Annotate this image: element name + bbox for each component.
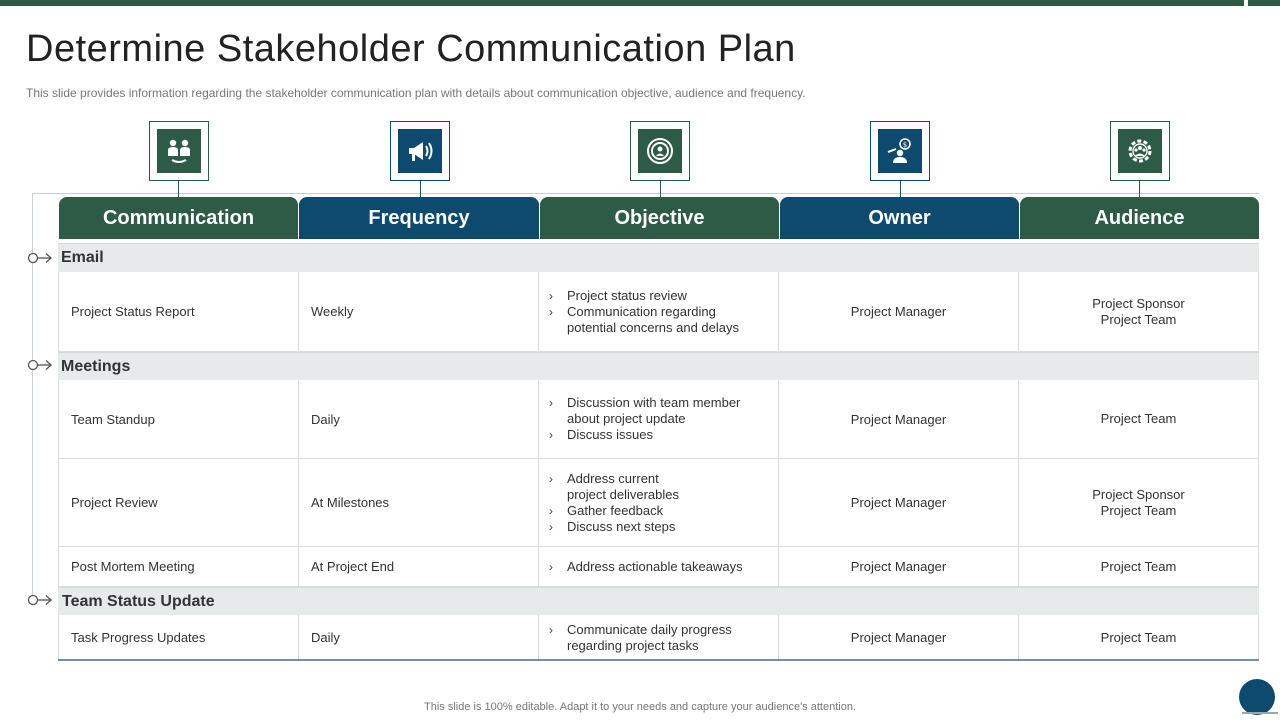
table-row [58,615,1259,660]
audience-line: Project Team [1100,411,1177,426]
header-audience: Audience [1020,197,1259,239]
audience-line: Project Team [1100,629,1177,645]
owner-icon-stem [900,181,901,197]
objective-line: Communicate daily progress [567,621,732,637]
cell-communication: Task Progress Updates [58,615,298,660]
objective-line: Project status review [567,287,687,303]
cell-communication: Post Mortem Meeting [58,547,298,586]
group-team-status-update: Team Status Update [58,587,1259,615]
arrow-circle-icon [27,251,53,265]
cell-frequency: Daily [298,380,538,458]
slide-subtitle: This slide provides information regarding the stakeholder communication plan with details about communication objective, audience and frequency. [26,86,806,100]
frequency-icon-box [390,121,450,181]
cell-frequency: At Milestones [298,459,538,546]
objective-line: Communication regarding [567,303,716,319]
audience-line: Project Team [1100,311,1177,327]
cell-frequency: Daily [298,615,538,660]
svg-text:$: $ [902,141,908,149]
cell-owner: Project Manager [778,615,1018,660]
cell-frequency: Weekly [298,272,538,351]
objective-icon-stem [660,181,661,197]
objective-line: project deliverables [567,486,680,502]
audience-icon-box [1110,121,1170,181]
owner-icon-box [870,121,930,181]
communication-icon-stem [178,181,179,197]
audience-line: Project Sponsor [1092,486,1185,502]
frequency-icon-stem [420,181,421,197]
cell-audience [1018,459,1259,546]
chevron-right-icon: › [549,559,553,574]
slide-footer: This slide is 100% editable. Adapt it to your needs and capture your audience's attention. [424,701,856,713]
cell-owner: Project Manager [778,272,1018,351]
group-meetings: Meetings [58,352,1259,380]
chevron-right-icon: › [549,396,553,410]
megaphone-icon [398,129,442,173]
objective-line: Gather feedback [567,502,664,518]
top-accent-gap [1244,0,1248,6]
header-frequency: Frequency [299,197,539,239]
table-row [58,459,1259,547]
objective-line: Address current [567,470,659,486]
chevron-right-icon: › [549,428,553,442]
owner-coin-icon [878,129,922,173]
chevron-right-icon: › [549,288,553,303]
chevron-right-icon: › [549,622,553,637]
cell-objective [538,459,778,546]
cell-audience [1018,380,1259,458]
cell-objective [538,272,778,351]
table-bottom-border [58,659,1259,661]
objective-line: Discuss next steps [567,518,676,534]
corner-circle-decoration [1239,679,1275,715]
objective-line: Address actionable takeaways [567,558,743,574]
audience-gear-icon [1118,129,1162,173]
cell-audience [1018,547,1259,586]
header-connector-line [32,193,1259,194]
slide-title: Determine Stakeholder Communication Plan [26,28,796,70]
chevron-right-icon: › [549,304,553,319]
header-communication: Communication [59,197,298,239]
objective-line: regarding project tasks [567,637,699,653]
cell-communication: Team Standup [58,380,298,458]
corner-line-decoration [1242,712,1278,714]
header-owner: Owner [780,197,1019,239]
chevron-right-icon: › [549,471,553,486]
people-meeting-icon [157,129,201,173]
audience-line: Project Team [1100,558,1177,574]
audience-line: Project Sponsor [1092,295,1185,311]
cell-objective [538,615,778,660]
arrow-circle-icon [27,358,53,372]
audience-icon-stem [1139,181,1140,197]
cell-owner: Project Manager [778,547,1018,586]
audience-line: Project Team [1100,502,1177,518]
cell-communication: Project Status Report [58,272,298,351]
table-row [58,272,1259,352]
cell-owner: Project Manager [778,380,1018,458]
cell-audience [1018,615,1259,660]
cell-communication: Project Review [58,459,298,546]
objective-icon-box [630,121,690,181]
cell-audience [1018,272,1259,351]
group-email: Email [58,243,1259,272]
chevron-right-icon: › [549,519,553,534]
communication-icon-box [149,121,209,181]
chevron-right-icon: › [549,503,553,518]
arrow-circle-icon [27,593,53,607]
cell-frequency: At Project End [298,547,538,586]
objective-line: about project update [567,411,686,426]
objective-line: Discussion with team member [567,395,741,410]
objective-line: potential concerns and delays [567,319,740,335]
cell-owner: Project Manager [778,459,1018,546]
top-accent-bar [0,0,1280,6]
cell-objective [538,547,778,586]
table-row [58,547,1259,587]
target-icon [638,129,682,173]
objective-line: Discuss issues [567,427,653,442]
cell-objective [538,380,778,458]
header-objective: Objective [540,197,779,239]
table-row [58,380,1259,459]
